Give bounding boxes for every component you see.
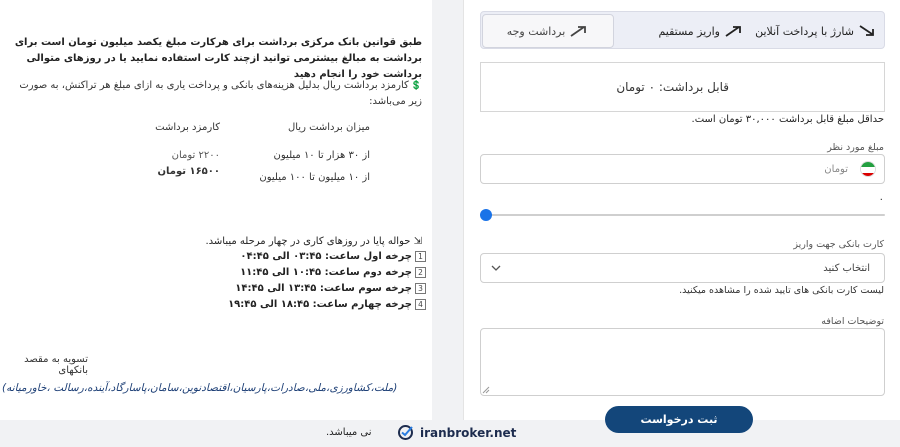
check-circle-icon	[397, 424, 414, 441]
fee-row-2-fee: ۱۶۵۰۰ تومان	[157, 166, 220, 177]
paya-title-text: حواله پایا در روزهای کاری در چهار مرحله میباشد.	[205, 236, 411, 247]
cycle-number: 2	[415, 267, 426, 278]
fee-intro-text: کارمزد برداشت ریال بدلیل هزینه‌های بانکی و پرداخت یاری به ازای مبلغ هر تراکنش، به صورت زیر می‌باشد:	[19, 80, 422, 107]
central-bank-rule-text: طبق قوانین بانک مرکزی برداشت برای هرکارت مبلغ یکصد میلیون تومان است برای برداشت به مبالغ بیشترمی توانید ازچند کارت استفاده نمایید یا در روزهای متوالی برداشت خود را انجام دهید	[14, 37, 422, 80]
amount-placeholder: تومان	[824, 163, 848, 175]
paya-cycle-4	[228, 299, 426, 310]
cycle-number: 4	[415, 299, 426, 310]
paya-cycle-1	[240, 251, 426, 262]
fee-table-header-fee: کارمزد برداشت	[155, 122, 220, 133]
arrow-up-right-icon	[569, 24, 589, 38]
slider-thumb[interactable]	[480, 209, 492, 221]
withdraw-info-panel	[0, 0, 432, 420]
tab-withdraw-label: برداشت وجه	[506, 24, 566, 38]
tab-online-charge[interactable]	[755, 14, 878, 48]
cycle-text: چرخه اول ساعت: ۰۳:۴۵ الی ۰۴:۴۵	[240, 251, 412, 262]
fee-table-header-amount: میزان برداشت ریال	[287, 122, 370, 133]
fee-row-1-range: از ۳۰ هزار تا ۱۰ میلیون	[273, 150, 370, 161]
card-select-value: انتخاب کنید	[823, 262, 870, 274]
balance-text: قابل برداشت: ۰ تومان	[616, 80, 729, 94]
tab-withdraw[interactable]	[482, 14, 614, 48]
resize-grip-icon[interactable]	[482, 386, 490, 394]
cycle-text: چرخه چهارم ساعت: ۱۸:۴۵ الی ۱۹:۴۵	[228, 299, 412, 310]
brand-watermark	[397, 424, 516, 441]
paya-cycle-2	[240, 267, 426, 278]
cycle-text: چرخه دوم ساعت: ۱۰:۴۵ الی ۱۱:۴۵	[240, 267, 412, 278]
amount-slider-value: ۰	[878, 194, 884, 205]
tab-direct-label: واریز مستقیم	[658, 24, 720, 38]
cycle-number: 1	[415, 251, 426, 262]
fee-row-2-range: از ۱۰ میلیون تا ۱۰۰ میلیون	[259, 172, 370, 183]
description-label: توضیحات اضافه	[821, 316, 884, 327]
slider-track[interactable]	[486, 214, 885, 216]
tab-direct-deposit[interactable]	[658, 14, 744, 48]
money-icon: 💲	[410, 81, 422, 91]
arrow-up-right-icon	[724, 24, 744, 38]
fee-row-1-fee: ۲۲۰۰ تومان	[171, 150, 220, 161]
paya-cycle-3	[235, 283, 426, 294]
amount-slider[interactable]	[480, 208, 885, 222]
bank-card-select[interactable]	[480, 253, 885, 283]
amount-input[interactable]	[480, 154, 885, 184]
cycle-text: چرخه سوم ساعت: ۱۳:۴۵ الی ۱۴:۴۵	[235, 283, 412, 294]
withdraw-form-panel	[463, 0, 900, 420]
fee-intro	[7, 78, 422, 109]
settlement-banks: (ملت،کشاورزی،ملی،صادرات،پارسیان،اقتصادنوین،سامان،پاسارگاد،آینده،رسالت ،خاورمیانه)	[2, 382, 398, 394]
arrow-down-right-icon	[858, 24, 878, 38]
tab-bar	[480, 11, 885, 49]
settlement-title: تسویه به مقصد بانکهای	[24, 354, 88, 376]
card-note: لیست کارت بانکی های تایید شده را مشاهده میکنید.	[679, 285, 884, 296]
brand-name: iranbroker.net	[420, 425, 517, 440]
footer-text: نی میباشد.	[326, 427, 372, 438]
withdrawable-balance	[480, 62, 885, 112]
paya-title	[206, 236, 423, 247]
tab-online-label: شارژ با پرداخت آنلاین	[755, 24, 854, 38]
min-withdraw-note: حداقل مبلغ قابل برداشت ۳۰,۰۰۰ تومان است.	[691, 114, 884, 125]
cycle-number: 3	[415, 283, 426, 294]
iran-flag-icon	[860, 161, 876, 177]
submit-request-button[interactable]: ثبت درخواست	[605, 406, 753, 433]
card-label: کارت بانکی جهت واریز	[793, 239, 884, 250]
description-textarea[interactable]	[480, 328, 885, 396]
paya-icon: ⇲	[410, 236, 422, 247]
chevron-down-icon	[491, 263, 501, 273]
amount-label: مبلغ مورد نظر	[827, 142, 884, 153]
